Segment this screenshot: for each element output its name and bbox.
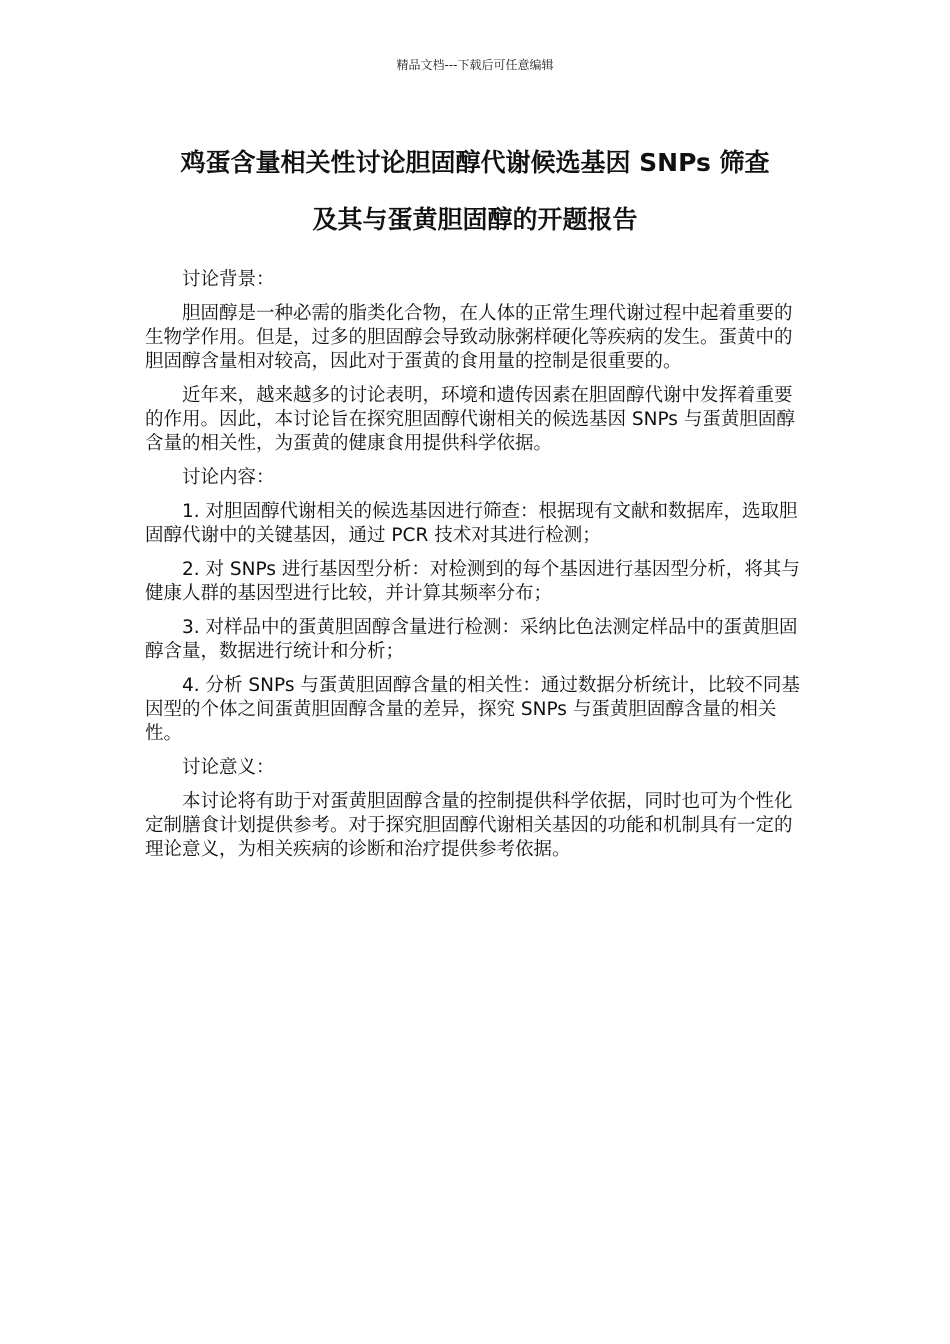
paragraph-background-2: 近年来，越来越多的讨论表明，环境和遗传因素在胆固醇代谢中发挥着重要的作用。因此，本讨论旨在探究胆固醇代谢相关的候选基因 SNPs 与蛋黄胆固醇含量的相关性，为蛋黄的健康食用提供科学依据。 (145, 385, 795, 454)
list-item-content-2: 2. 对 SNPs 进行基因型分析：对检测到的每个基因进行基因型分析，将其与健康人群的基因型进行比较，并计算其频率分布； (145, 559, 800, 604)
section-heading-significance: 讨论意义： (182, 757, 275, 778)
list-item-content-4: 4. 分析 SNPs 与蛋黄胆固醇含量的相关性：通过数据分析统计，比较不同基因型的个体之间蛋黄胆固醇含量的差异，探究 SNPs 与蛋黄胆固醇含量的相关性。 (145, 675, 800, 744)
document-body (145, 268, 809, 872)
section-heading-content: 讨论内容： (182, 467, 275, 488)
section-heading-background: 讨论背景： (182, 269, 275, 290)
paragraph-significance: 本讨论将有助于对蛋黄胆固醇含量的控制提供科学依据，同时也可为个性化定制膳食计划提供参考。对于探究胆固醇代谢相关基因的功能和机制具有一定的理论意义，为相关疾病的诊断和治疗提供参考依据。 (145, 791, 793, 860)
paragraph-background-1: 胆固醇是一种必需的脂类化合物，在人体的正常生理代谢过程中起着重要的生物学作用。但是，过多的胆固醇会导致动脉粥样硬化等疾病的发生。蛋黄中的胆固醇含量相对较高，因此对于蛋黄的食用量的控制是很重要的。 (145, 303, 793, 372)
document-title (143, 134, 807, 248)
list-item-content-3: 3. 对样品中的蛋黄胆固醇含量进行检测：采纳比色法测定样品中的蛋黄胆固醇含量，数据进行统计和分析； (145, 617, 798, 662)
document-title-line-1: 鸡蛋含量相关性讨论胆固醇代谢候选基因 SNPs 筛查 (180, 148, 770, 177)
document-title-line-2: 及其与蛋黄胆固醇的开题报告 (312, 205, 638, 234)
list-item-content-1: 1. 对胆固醇代谢相关的候选基因进行筛查：根据现有文献和数据库，选取胆固醇代谢中的关键基因，通过 PCR 技术对其进行检测； (145, 501, 798, 546)
page-header-watermark: 精品文档---下载后可任意编辑 (396, 58, 554, 72)
